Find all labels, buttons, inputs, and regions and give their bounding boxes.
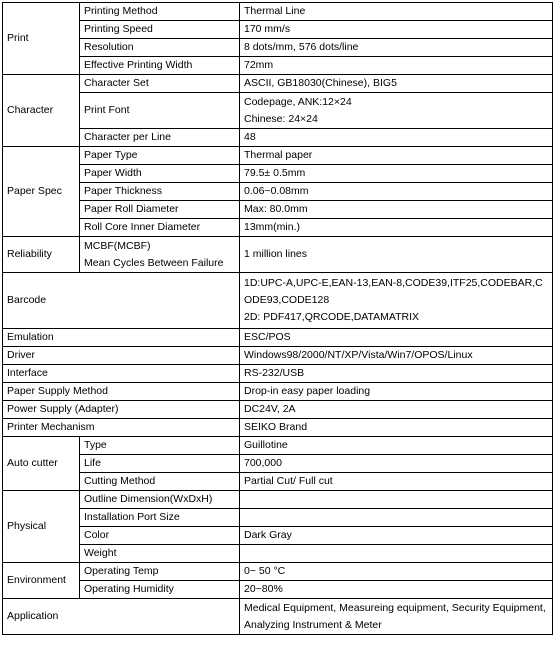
spec-label: Printing Speed: [80, 21, 240, 39]
spec-value-line: Drop-in easy paper loading: [244, 385, 371, 397]
spec-value-line: Medical Equipment, Measureing equipment, Security Equipment, Analyzing Instrument & Meter: [244, 601, 546, 631]
spec-value: [240, 455, 553, 473]
spec-row-paper-spec: [3, 165, 553, 183]
spec-row-paper-spec: [3, 201, 553, 219]
spec-value: [240, 75, 553, 93]
spec-value-line: 170 mm/s: [244, 23, 291, 35]
spec-row-character: [3, 129, 553, 147]
spec-value: [240, 581, 553, 599]
spec-value: [240, 329, 553, 347]
group-label: Reliability: [3, 237, 80, 273]
spec-table-body: [3, 3, 553, 635]
spec-row-paper-supply-method: [3, 383, 553, 401]
spec-row-paper-spec: [3, 147, 553, 165]
spec-value: [240, 3, 553, 21]
spec-value-line: 1D:UPC-A,UPC-E,EAN-13,EAN-8,CODE39,ITF25,CODEBAR,CODE93,CODE128: [244, 277, 543, 306]
spec-value-line: Max: 80.0mm: [244, 203, 308, 215]
spec-row-reliability: [3, 237, 553, 273]
group-label: Environment: [3, 563, 80, 599]
group-label: Paper Supply Method: [3, 383, 240, 401]
spec-label-line: MCBF(MCBF): [84, 239, 151, 252]
spec-row-barcode: [3, 273, 553, 329]
group-label: Print: [3, 3, 80, 75]
spec-label: Weight: [80, 545, 240, 563]
spec-label: Printing Method: [80, 3, 240, 21]
spec-row-interface: [3, 365, 553, 383]
spec-row-paper-spec: [3, 183, 553, 201]
spec-label: Color: [80, 527, 240, 545]
spec-value-line: SEIKO Brand: [244, 421, 308, 433]
spec-value-line: ESC/POS: [244, 331, 291, 343]
group-label: Power Supply (Adapter): [3, 401, 240, 419]
spec-value: [240, 563, 553, 581]
group-label: Physical: [3, 491, 80, 563]
spec-value-line: 13mm(min.): [244, 221, 301, 233]
spec-value: [240, 201, 553, 219]
spec-value: [240, 129, 553, 147]
spec-value-line: 48: [244, 131, 256, 143]
spec-value: [240, 419, 553, 437]
spec-value: [240, 39, 553, 57]
group-label: Application: [3, 599, 240, 635]
spec-row-power-supply-adapter: [3, 401, 553, 419]
spec-row-auto-cutter: [3, 437, 553, 455]
spec-value-line: Windows98/2000/NT/XP/Vista/Win7/OPOS/Linux: [244, 349, 473, 361]
spec-row-character: [3, 93, 553, 129]
spec-value: [240, 57, 553, 75]
spec-value: [240, 147, 553, 165]
spec-row-auto-cutter: [3, 455, 553, 473]
spec-row-printer-mechanism: [3, 419, 553, 437]
spec-value: [240, 599, 553, 635]
spec-row-application: [3, 599, 553, 635]
spec-value: [240, 219, 553, 237]
group-label: Emulation: [3, 329, 240, 347]
spec-row-physical: [3, 545, 553, 563]
group-label: Paper Spec: [3, 147, 80, 237]
spec-row-physical: [3, 491, 553, 509]
spec-label: Operating Humidity: [80, 581, 240, 599]
spec-row-paper-spec: [3, 219, 553, 237]
spec-value-line: 2D: PDF417,QRCODE,DATAMATRIX: [244, 311, 420, 323]
spec-row-physical: [3, 509, 553, 527]
spec-label: Effective Printing Width: [80, 57, 240, 75]
spec-label: Print Font: [80, 93, 240, 129]
spec-row-print: [3, 21, 553, 39]
spec-value: [240, 93, 553, 129]
spec-table: [2, 2, 553, 635]
spec-value-line: Partial Cut/ Full cut: [244, 475, 333, 487]
group-label: Barcode: [3, 273, 240, 329]
spec-value: [240, 491, 553, 509]
spec-value-line: 0~ 50 °C: [244, 565, 286, 577]
spec-value: [240, 165, 553, 183]
spec-value: [240, 473, 553, 491]
spec-value: [240, 383, 553, 401]
spec-row-environment: [3, 563, 553, 581]
spec-value: [240, 527, 553, 545]
spec-value-line: 1 million lines: [244, 248, 308, 260]
spec-value-line: DC24V, 2A: [244, 403, 296, 415]
spec-label: Paper Width: [80, 165, 240, 183]
group-label: Printer Mechanism: [3, 419, 240, 437]
group-label: Auto cutter: [3, 437, 80, 491]
spec-value-line: Chinese: 24×24: [244, 112, 318, 125]
spec-label: Installation Port Size: [80, 509, 240, 527]
spec-label: [80, 237, 240, 273]
spec-value: [240, 545, 553, 563]
spec-row-print: [3, 3, 553, 21]
spec-row-emulation: [3, 329, 553, 347]
spec-value-line: 8 dots/mm, 576 dots/line: [244, 41, 359, 53]
spec-row-auto-cutter: [3, 473, 553, 491]
spec-value: [240, 183, 553, 201]
spec-value: [240, 401, 553, 419]
spec-row-character: [3, 75, 553, 93]
spec-row-driver: [3, 347, 553, 365]
spec-label: Paper Type: [80, 147, 240, 165]
spec-value: [240, 509, 553, 527]
spec-label: Character per Line: [80, 129, 240, 147]
group-label: Driver: [3, 347, 240, 365]
spec-label: Life: [80, 455, 240, 473]
spec-value-line: RS-232/USB: [244, 367, 305, 379]
group-label: Interface: [3, 365, 240, 383]
spec-value: [240, 365, 553, 383]
spec-label: Character Set: [80, 75, 240, 93]
spec-value-line: 72mm: [244, 59, 274, 71]
spec-value-line: Dark Gray: [244, 529, 292, 541]
spec-label: Paper Roll Diameter: [80, 201, 240, 219]
spec-label: Outline Dimension(WxDxH): [80, 491, 240, 509]
spec-label: Roll Core Inner Diameter: [80, 219, 240, 237]
spec-value-line: Guillotine: [244, 439, 288, 451]
spec-label: Resolution: [80, 39, 240, 57]
spec-value: [240, 237, 553, 273]
spec-value-line: ASCII, GB18030(Chinese), BIG5: [244, 77, 397, 89]
spec-row-physical: [3, 527, 553, 545]
spec-value-line: Thermal paper: [244, 149, 313, 161]
spec-label: Cutting Method: [80, 473, 240, 491]
spec-value-line: 20~80%: [244, 583, 283, 595]
spec-value: [240, 437, 553, 455]
spec-value-line: 79.5± 0.5mm: [244, 167, 306, 179]
spec-label-line: Mean Cycles Between Failure: [84, 256, 224, 269]
spec-label: Type: [80, 437, 240, 455]
spec-value-line: Codepage, ANK:12×24: [244, 95, 352, 108]
spec-value: [240, 273, 553, 329]
spec-row-print: [3, 57, 553, 75]
spec-row-environment: [3, 581, 553, 599]
spec-value-line: 0.06~0.08mm: [244, 185, 309, 197]
spec-label: Paper Thickness: [80, 183, 240, 201]
spec-value: [240, 21, 553, 39]
group-label: Character: [3, 75, 80, 147]
spec-label: Operating Temp: [80, 563, 240, 581]
spec-value-line: Thermal Line: [244, 5, 306, 17]
spec-value: [240, 347, 553, 365]
spec-row-print: [3, 39, 553, 57]
spec-value-line: 700,000: [244, 457, 282, 469]
